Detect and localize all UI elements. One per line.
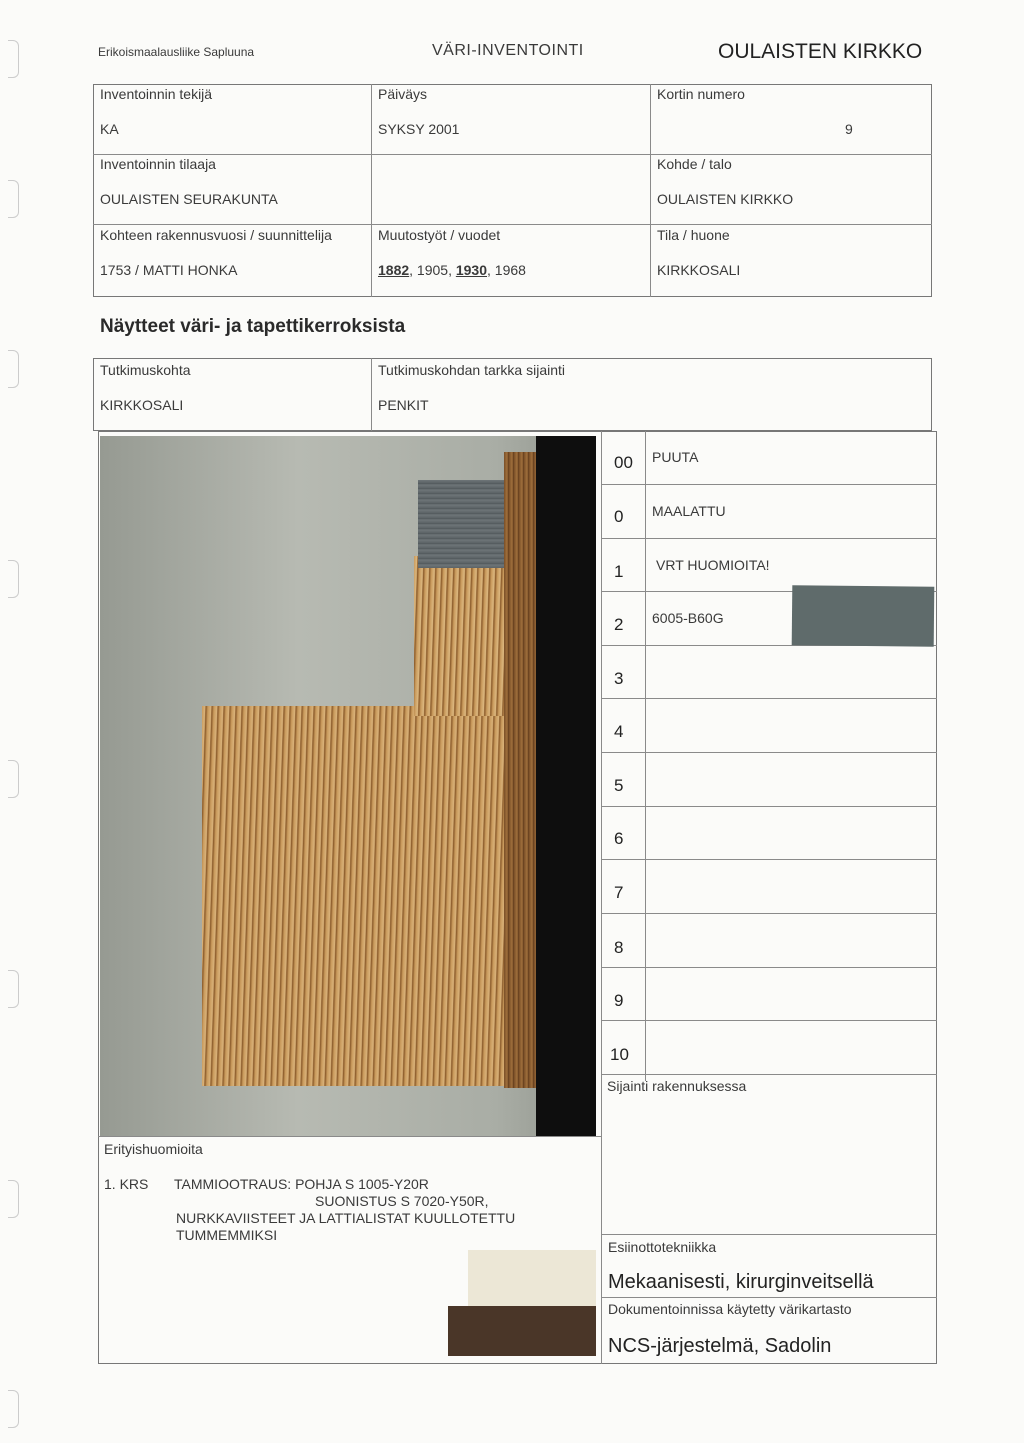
binder-hole xyxy=(8,1180,19,1218)
chart-system-value: NCS-järjestelmä, Sadolin xyxy=(608,1335,832,1357)
section-title: Näytteet väri- ja tapettikerroksista xyxy=(100,316,406,337)
layer-number: 3 xyxy=(614,669,624,688)
notes-line: TAMMIOOTRAUS: POHJA S 1005-Y20R xyxy=(174,1176,429,1192)
study-spot-value: KIRKKOSALI xyxy=(100,397,184,413)
sample-photo xyxy=(100,436,596,1136)
color-swatch-brown xyxy=(448,1306,596,1356)
layer-desc: 6005-B60G xyxy=(652,610,724,626)
built-label: Kohteen rakennusvuosi / suunnittelija xyxy=(100,227,332,243)
room-label: Tila / huone xyxy=(657,227,730,243)
color-swatch-grey xyxy=(792,585,935,646)
changes-value xyxy=(378,262,526,278)
location-label: Sijainti rakennuksessa xyxy=(607,1078,747,1094)
target-value: OULAISTEN KIRKKO xyxy=(657,191,794,207)
layer-desc: PUUTA xyxy=(652,449,699,465)
wood-texture xyxy=(202,706,528,1086)
inventor-value: KA xyxy=(100,121,119,137)
layer-desc: MAALATTU xyxy=(652,503,726,519)
orderer-label: Inventoinnin tilaaja xyxy=(100,156,216,172)
date-label: Päiväys xyxy=(378,86,428,102)
wood-edge xyxy=(504,452,540,1088)
notes-line: NURKKAVIISTEET JA LATTIALISTAT KUULLOTETTU xyxy=(176,1210,516,1226)
notes-krs: 1. KRS xyxy=(104,1176,149,1192)
changes-label: Muutostyöt / vuodet xyxy=(378,227,501,243)
layer-number: 0 xyxy=(614,507,624,526)
notes-label: Erityishuomioita xyxy=(104,1141,203,1157)
binder-hole xyxy=(8,1390,19,1428)
technique-value: Mekaanisesti, kirurginveitsellä xyxy=(608,1271,874,1293)
date-value: SYKSY 2001 xyxy=(378,121,460,137)
study-exact-label: Tutkimuskohdan tarkka sijainti xyxy=(378,362,566,378)
layer-number: 9 xyxy=(614,991,624,1010)
binder-hole xyxy=(8,760,19,798)
form-title: VÄRI-INVENTOINTI xyxy=(432,42,584,59)
changes-sep-2: , 1968 xyxy=(487,262,526,278)
inventor-label: Inventoinnin tekijä xyxy=(100,86,213,102)
layer-number: 7 xyxy=(614,883,624,902)
changes-sep-1: , 1905, xyxy=(409,262,456,278)
layer-number: 10 xyxy=(610,1045,629,1064)
technique-label: Esiinottotekniikka xyxy=(608,1239,717,1255)
layer-number: 4 xyxy=(614,722,624,741)
notes-line: SUONISTUS S 7020-Y50R, xyxy=(315,1193,489,1209)
card-value: 9 xyxy=(845,121,853,137)
binder-hole xyxy=(8,180,19,218)
layer-number: 1 xyxy=(614,562,624,581)
room-value: KIRKKOSALI xyxy=(657,262,741,278)
changes-year-2: 1930 xyxy=(455,262,488,278)
notes-line: TUMMEMMIKSI xyxy=(176,1227,278,1243)
card-label: Kortin numero xyxy=(657,86,745,102)
study-exact-value: PENKIT xyxy=(378,397,429,413)
color-swatch-cream xyxy=(468,1250,596,1310)
church-title: OULAISTEN KIRKKO xyxy=(718,40,923,63)
layer-number: 00 xyxy=(614,453,633,472)
target-label: Kohde / talo xyxy=(657,156,732,172)
study-spot-label: Tutkimuskohta xyxy=(100,362,191,378)
layer-number: 5 xyxy=(614,776,624,795)
company-name: Erikoismaalausliike Sapluuna xyxy=(98,45,255,59)
layer-number: 2 xyxy=(614,615,624,634)
changes-year-1: 1882 xyxy=(378,262,410,278)
grey-paint-patch xyxy=(418,480,504,568)
black-edge xyxy=(536,436,596,1136)
layer-number: 8 xyxy=(614,938,624,957)
chart-system-label: Dokumentoinnissa käytetty värikartasto xyxy=(608,1301,852,1317)
layer-number: 6 xyxy=(614,829,624,848)
orderer-value: OULAISTEN SEURAKUNTA xyxy=(100,191,278,207)
binder-hole xyxy=(8,350,19,388)
built-value: 1753 / MATTI HONKA xyxy=(100,262,238,278)
binder-hole xyxy=(8,560,19,598)
binder-hole xyxy=(8,40,19,78)
binder-hole xyxy=(8,970,19,1008)
layer-desc: VRT HUOMIOITA! xyxy=(656,557,770,573)
